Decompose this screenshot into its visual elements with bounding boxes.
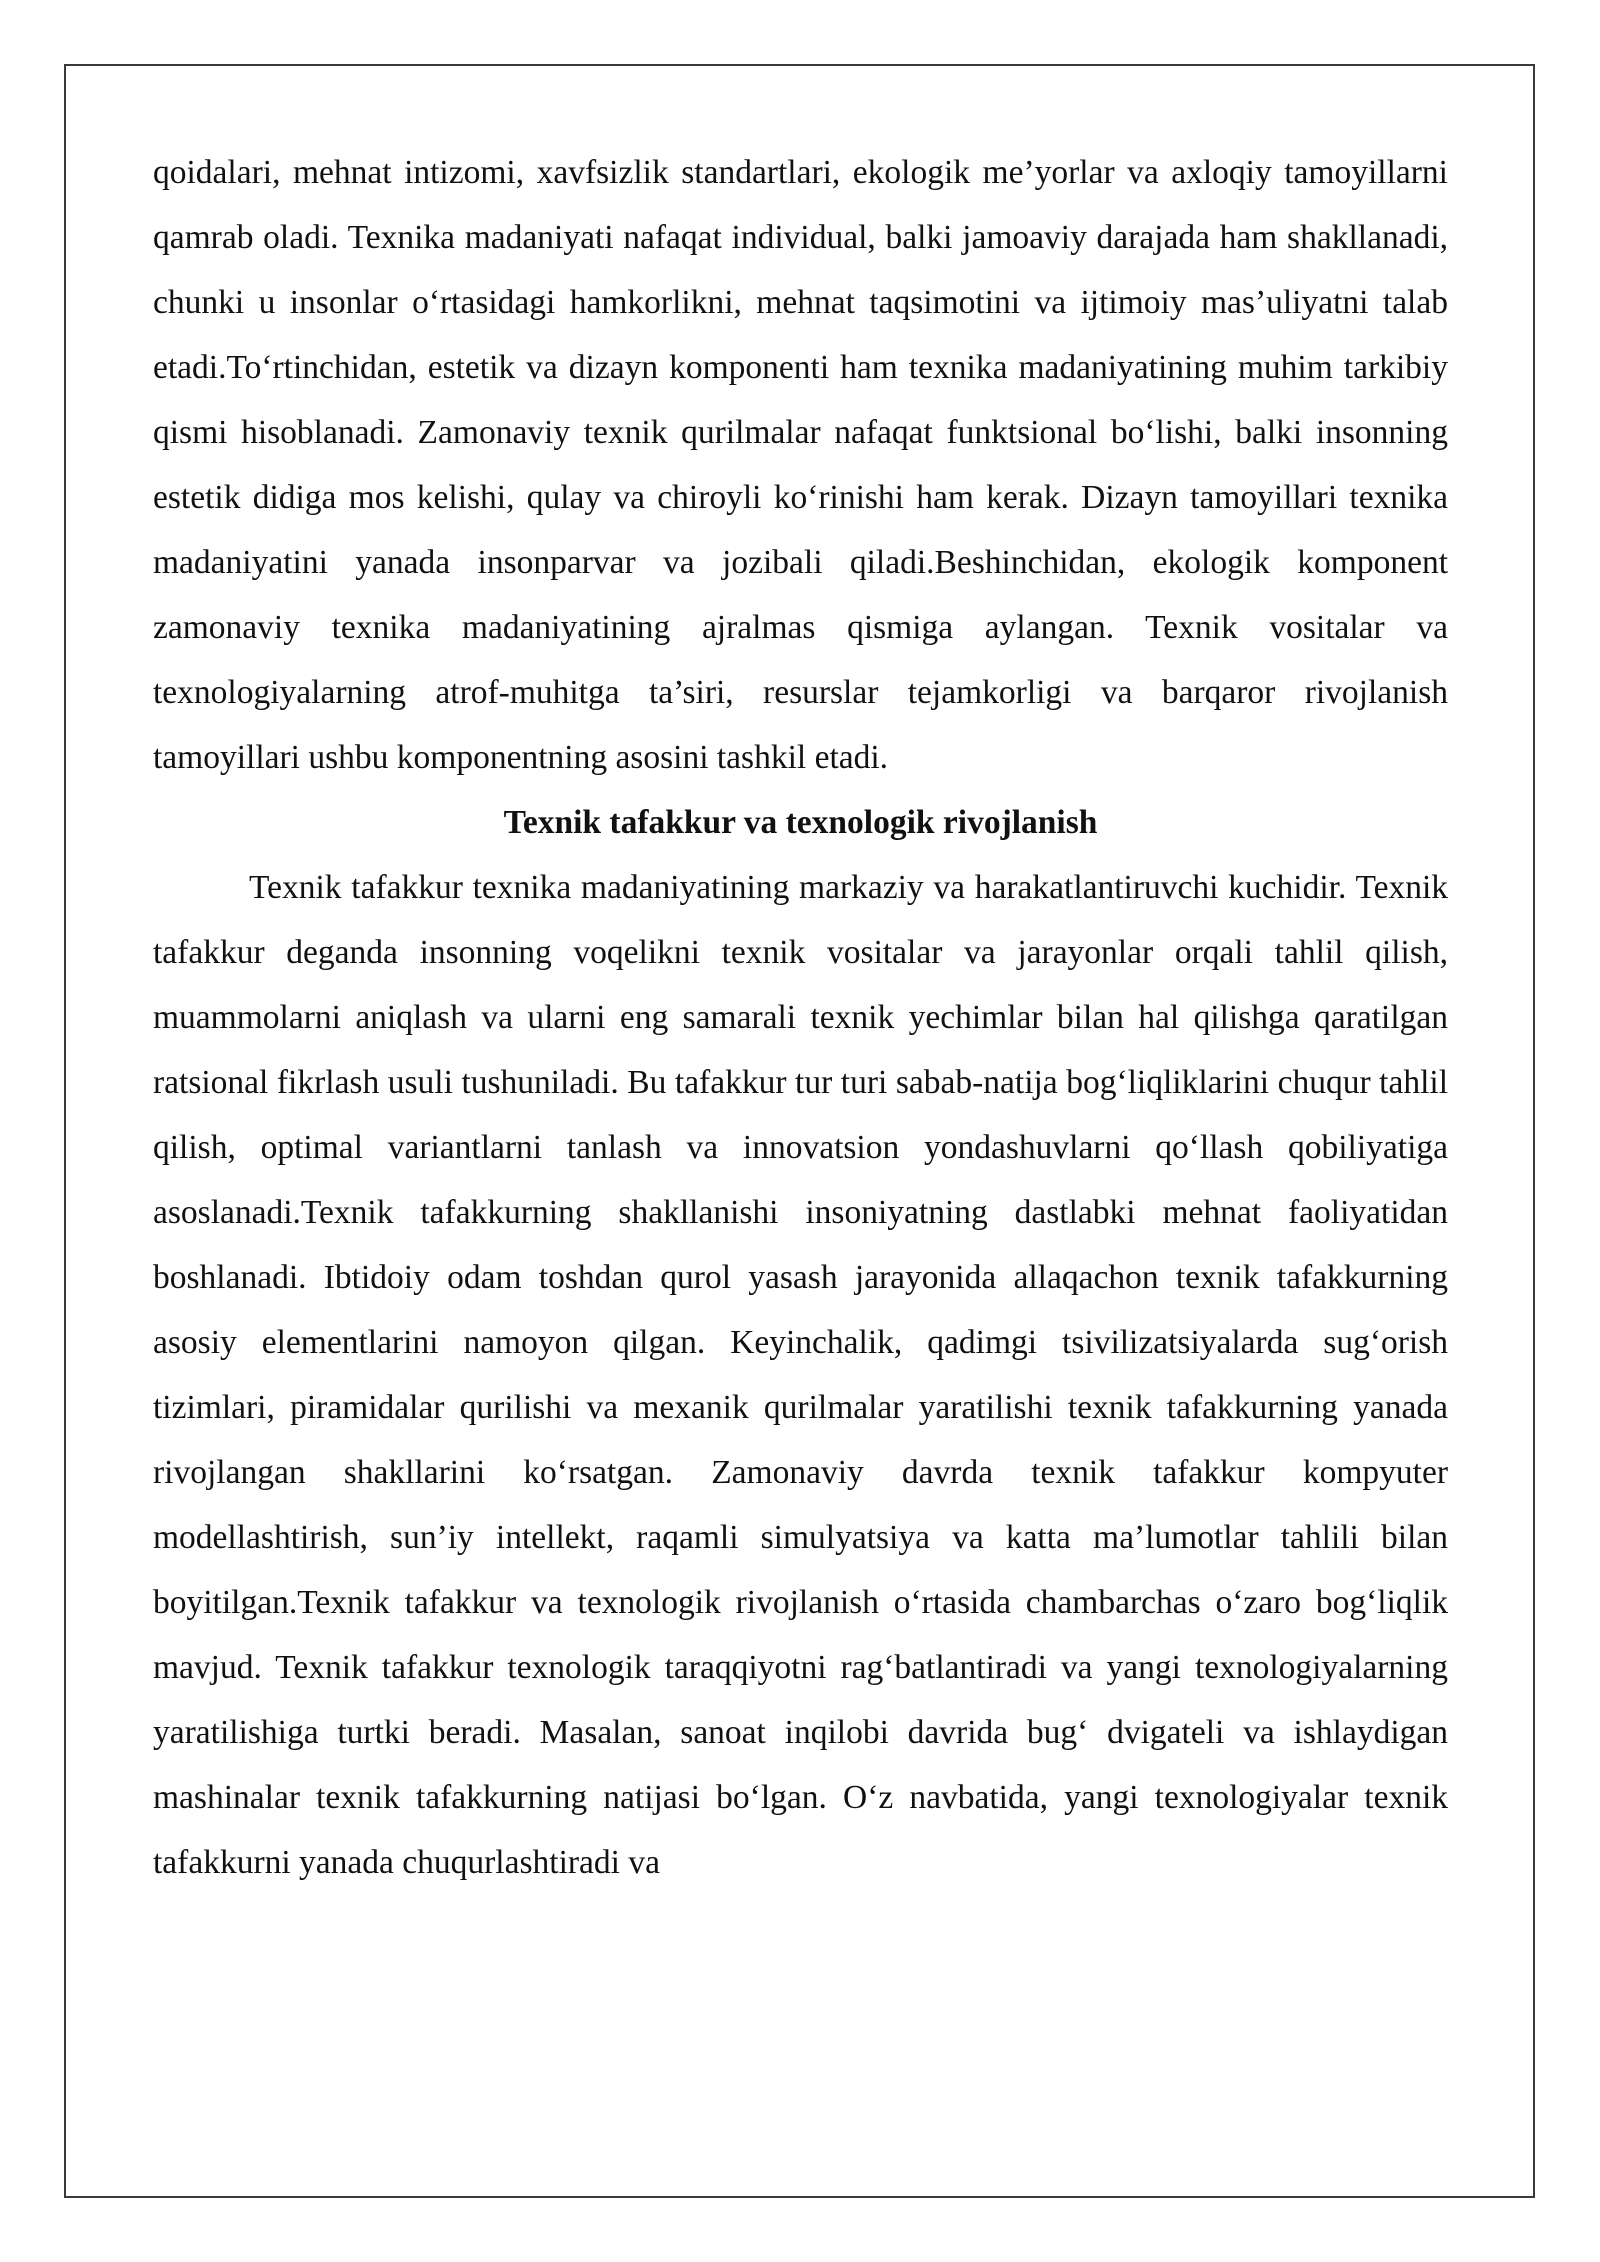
document-body xyxy=(153,140,1448,1895)
paragraph-continuation: qoidalari, mehnat intizomi, xavfsizlik standartlari, ekologik me’yorlar va axloqiy tamoyillarni qamrab oladi. Texnika madaniyati nafaqat individual, balki jamoaviy darajada ham shakllanadi, chunki u insonlar o‘rtasidagi hamkorlikni, mehnat taqsimotini va ijtimoiy mas’uliyatni talab etadi.To‘rtinchidan, estetik va dizayn komponenti ham texnika madaniyatining muhim tarkibiy qismi hisoblanadi. Zamonaviy texnik qurilmalar nafaqat funktsional bo‘lishi, balki insonning estetik didiga mos kelishi, qulay va chiroyli ko‘rinishi ham kerak. Dizayn tamoyillari texnika madaniyatini yanada insonparvar va jozibali qiladi.Beshinchidan, ekologik komponent zamonaviy texnika madaniyatining ajralmas qismiga aylangan. Texnik vositalar va texnologiyalarning atrof-muhitga ta’siri, resurslar tejamkorligi va barqaror rivojlanish tamoyillari ushbu komponentning asosini tashkil etadi. xyxy=(153,154,1448,776)
section-heading: Texnik tafakkur va texnologik rivojlanish xyxy=(503,804,1098,841)
paragraph-technical-thinking: Texnik tafakkur texnika madaniyatining markaziy va harakatlantiruvchi kuchidir. Texnik tafakkur deganda insonning voqelikni texnik vositalar va jarayonlar orqali tahlil qilish, muammolarni aniqlash va ularni eng samarali texnik yechimlar bilan hal qilishga qaratilgan ratsional fikrlash usuli tushuniladi. Bu tafakkur tur turi sabab-natija bog‘liqliklarini chuqur tahlil qilish, optimal variantlarni tanlash va innovatsion yondashuvlarni qo‘llash qobiliyatiga asoslanadi.Texnik tafakkurning shakllanishi insoniyatning dastlabki mehnat faoliyatidan boshlanadi. Ibtidoiy odam toshdan qurol yasash jarayonida allaqachon texnik tafakkurning asosiy elementlarini namoyon qilgan. Keyinchalik, qadimgi tsivilizatsiyalarda sug‘orish tizimlari, piramidalar qurilishi va mexanik qurilmalar yaratilishi texnik tafakkurning yanada rivojlangan shakllarini ko‘rsatgan. Zamonaviy davrda texnik tafakkur kompyuter modellashtirish, sun’iy intellekt, raqamli simulyatsiya va katta ma’lumotlar tahlili bilan boyitilgan.Texnik tafakkur va texnologik rivojlanish o‘rtasida chambarchas o‘zaro bog‘liqlik mavjud. Texnik tafakkur texnologik taraqqiyotni rag‘batlantiradi va yangi texnologiyalarning yaratilishiga turtki beradi. Masalan, sanoat inqilobi davrida bug‘ dvigateli va ishlaydigan mashinalar texnik tafakkurning natijasi bo‘lgan. O‘z navbatida, yangi texnologiyalar texnik tafakkurni yanada chuqurlashtiradi va xyxy=(153,869,1448,1881)
